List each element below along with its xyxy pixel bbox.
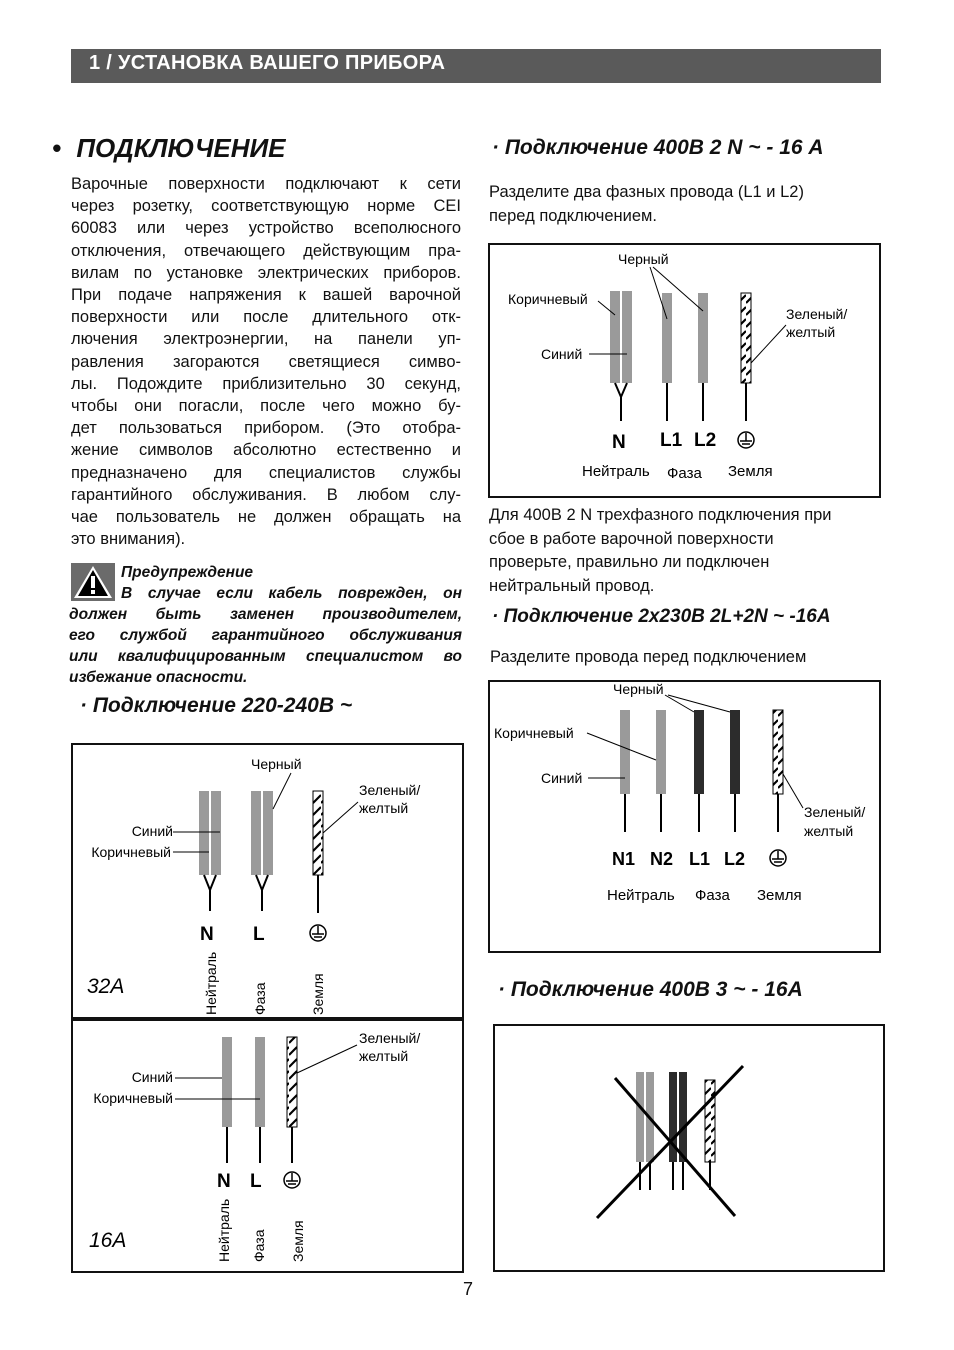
vlabel-ground: Земля (310, 973, 326, 1015)
vlabel-phase: Фаза (251, 1229, 267, 1262)
text-line: Разделите два фазных провода (L1 и L2) (489, 183, 804, 201)
heading-bullet: • (52, 133, 62, 163)
wiring-diagram-400-3 (495, 1026, 883, 1270)
warning-line: избежание опасности. (69, 669, 248, 686)
terminal-n: N (200, 924, 214, 945)
wiring-diagram-16a (73, 1021, 462, 1271)
text-line: дет пользоваться прибором. (Это отобра- (71, 419, 461, 438)
label-green: Зеленый/ (359, 1030, 421, 1046)
diagram-220-16a (71, 1019, 464, 1273)
caption-phase: Фаза (695, 887, 730, 904)
vlabel-neutral: Нейтраль (216, 1198, 232, 1262)
text-line: Варочные поверхности подключают к сети (71, 175, 461, 193)
label-black: Черный (613, 682, 664, 697)
text-line: поверхности или после длительного отк- (71, 308, 461, 327)
label-green: Зеленый/ (804, 804, 866, 820)
terminal-n1: N1 (612, 849, 636, 869)
warning-line: должен быть заменен производителем, (69, 606, 462, 623)
terminal-n: N (612, 432, 626, 453)
label-brown: Коричневый (494, 725, 574, 741)
ground-symbol-icon (284, 1172, 300, 1188)
label-brown: Коричневый (508, 291, 588, 307)
text-line: гарантийного обслуживания. В любом слу- (71, 485, 461, 504)
text-line: вилам по установке электрических приборов. (71, 263, 461, 282)
heading-text: ПОДКЛЮЧЕНИЕ (76, 133, 286, 163)
intro-paragraph (71, 173, 461, 550)
rating-16a: 16A (89, 1229, 127, 1252)
label-blue: Синий (541, 770, 583, 786)
diagram-400-3-crossed (493, 1024, 885, 1272)
label-blue: Синий (131, 1069, 173, 1085)
text-line: При подаче напряжения к вашей варочной (71, 286, 461, 305)
label-green: Зеленый/ (786, 306, 848, 322)
text-line: проверьте, правильно ли подключен (489, 553, 770, 571)
terminal-l2: L2 (724, 849, 746, 869)
page-number: 7 (463, 1279, 474, 1299)
heading-220-240: · Подключение 220-240В ~ (80, 694, 353, 717)
terminal-l2: L2 (694, 430, 717, 451)
heading-400-2n: · Подключение 400В 2 N ~ - 16 А (492, 136, 824, 159)
wiring-diagram-32a (73, 745, 462, 1017)
label-black: Черный (251, 756, 302, 772)
text-line: через розетку, соответствующую норме CEI (71, 197, 461, 216)
text-line: перед подключением. (489, 207, 657, 225)
warning-title: Предупреждение (121, 564, 254, 581)
section-header-title: 1 / УСТАНОВКА ВАШЕГО ПРИБОРА (89, 52, 446, 74)
text-line: жение символов абсолютно естественно и (71, 441, 461, 460)
diagram-2x230 (488, 680, 881, 953)
text-line: это внимания). (71, 530, 186, 549)
caption-phase: Фаза (667, 465, 702, 482)
caption-neutral: Нейтраль (607, 887, 675, 904)
text-line: нейтральный провод. (489, 576, 655, 595)
caption-ground: Земля (757, 887, 802, 904)
vlabel-phase: Фаза (252, 982, 268, 1015)
label-black: Черный (618, 251, 669, 267)
label-blue: Синий (541, 346, 583, 362)
intro-2x230: Разделите провода перед подключением (490, 648, 807, 666)
text-line: сбое в работе варочной поверхности (489, 529, 774, 548)
vlabel-neutral: Нейтраль (203, 951, 219, 1015)
ground-symbol-icon (770, 850, 786, 866)
label-blue: Синий (131, 823, 173, 839)
text-line: лючения электроэнергии, на панели уп- (71, 330, 461, 349)
text-line: отключения, отвечающего действующим пра- (71, 241, 461, 260)
vlabel-ground: Земля (290, 1220, 306, 1262)
text-line: предназначено для специалистов службы (71, 463, 461, 482)
main-heading (52, 133, 286, 164)
text-line: 60083 или через устройство всеполюсного (71, 219, 461, 238)
text-line: лы. Подождите приблизительно 30 секунд, (71, 374, 461, 393)
label-green: Зеленый/ (359, 782, 421, 798)
label-yellow: желтый (359, 1048, 409, 1064)
warning-body (69, 583, 462, 688)
section-header-bar (71, 49, 881, 83)
text-line: чае пользователь не должен обращать на (71, 508, 461, 527)
caption-ground: Земля (728, 463, 773, 480)
terminal-l: L (250, 1171, 262, 1192)
wiring-diagram-2x230 (490, 682, 879, 951)
terminal-n: N (217, 1171, 231, 1192)
heading-400-3: · Подключение 400В 3 ~ - 16А (498, 978, 803, 1001)
label-yellow: желтый (786, 324, 836, 340)
text-line: Для 400В 2 N трехфазного подключения при (489, 506, 832, 524)
note-400-2n (489, 504, 832, 598)
intro-400-2n (489, 180, 804, 228)
label-yellow: желтый (804, 823, 854, 839)
label-yellow: желтый (359, 800, 409, 816)
label-brown: Коричневый (93, 1090, 173, 1106)
terminal-n2: N2 (650, 849, 674, 869)
warning-line: его службой гарантийного обслуживания (69, 627, 462, 644)
terminal-l: L (253, 924, 265, 945)
text-line: равления загораются светящиеся симво- (71, 352, 461, 371)
terminal-l1: L1 (660, 430, 683, 451)
ground-symbol-icon (738, 432, 754, 448)
warning-line: В случае если кабель поврежден, он (121, 585, 462, 602)
text-line: чтобы они погасли, после чего можно бу- (71, 397, 461, 416)
heading-2x230: · Подключение 2x230В 2L+2N ~ -16A (492, 606, 831, 627)
diagram-400-2n (488, 243, 881, 498)
wiring-diagram-400-2n (490, 245, 879, 496)
label-brown: Коричневый (91, 844, 171, 860)
diagram-220-32a (71, 743, 464, 1019)
caption-neutral: Нейтраль (582, 463, 650, 480)
warning-line: или квалифицированным специалистом во (69, 648, 462, 665)
ground-symbol-icon (310, 925, 326, 941)
rating-32a: 32A (87, 975, 125, 998)
terminal-l1: L1 (689, 849, 711, 869)
